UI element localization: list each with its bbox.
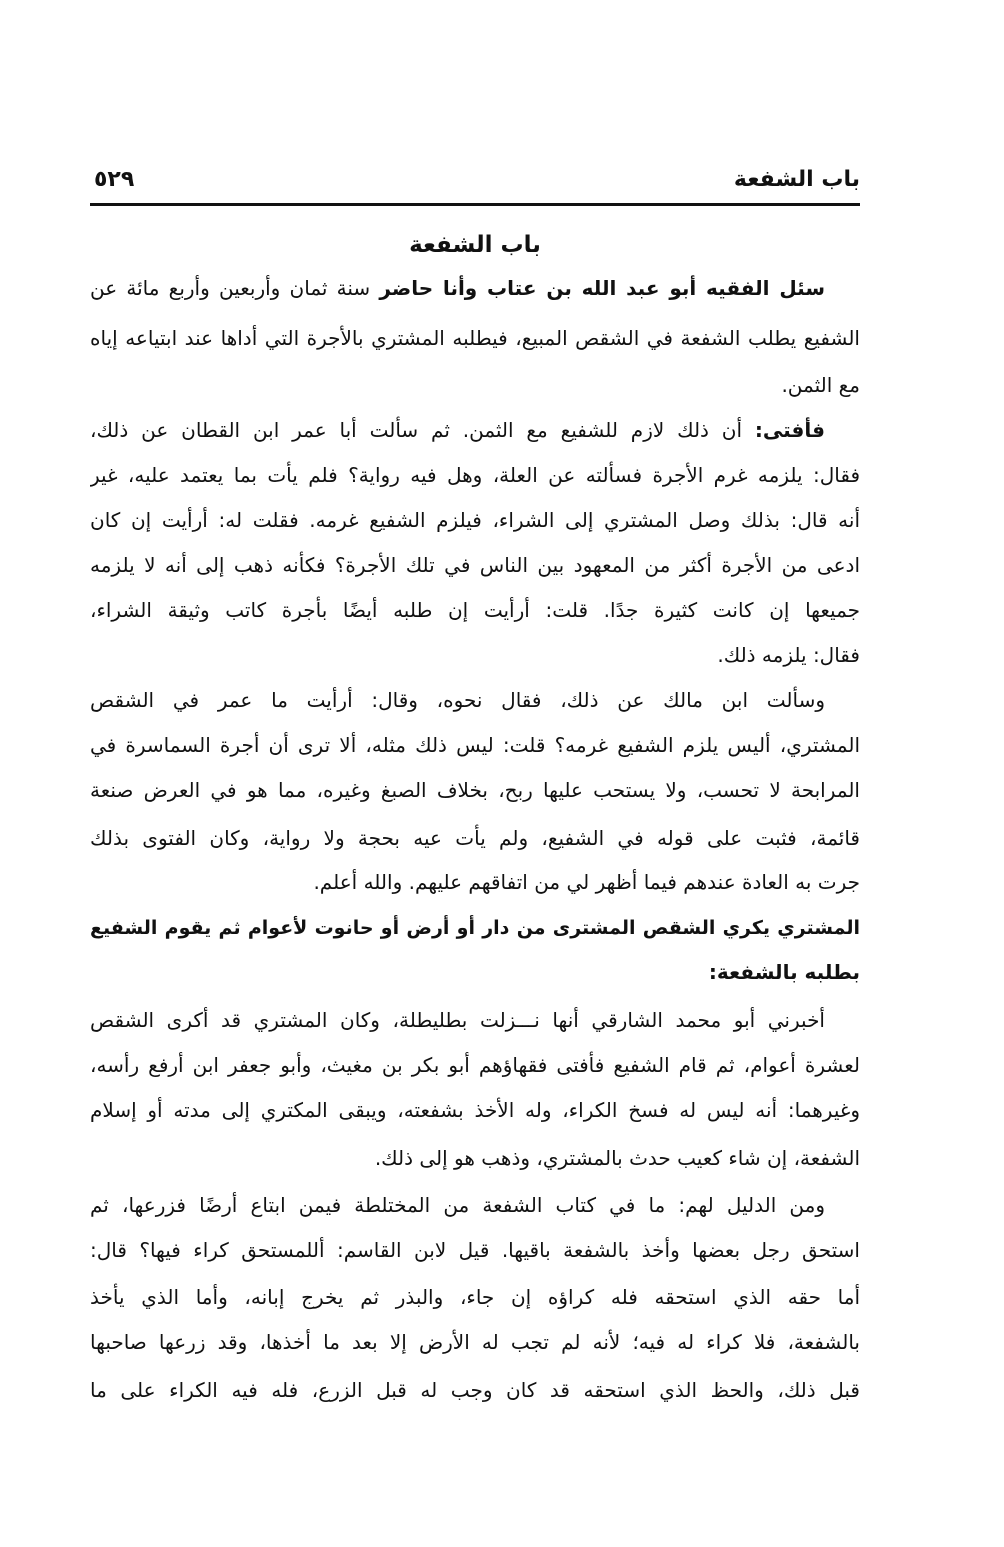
line-text: سنة ثمان وأربعين وأربع مائة عن bbox=[90, 276, 371, 300]
text-line: مع الثمن. bbox=[781, 373, 860, 397]
page-number: ٥٢٩ bbox=[94, 167, 135, 192]
text-line: أخبرني أبو محمد الشارقي أنها نـــزلت بطليطلة، وكان المشتري قد أكرى الشقص bbox=[90, 1008, 825, 1032]
text-line bbox=[90, 413, 860, 447]
section-heading-line: المشتري يكري الشقص المشترى من دار أو أرض أو حانوت لأعوام ثم يقوم الشفيع bbox=[90, 917, 860, 939]
text-line: المشتري، أليس يلزم الشفيع غرمه؟ قلت: ليس ذلك مثله، ألا ترى أن أجرة السماسرة في bbox=[90, 733, 860, 757]
header-rule bbox=[90, 203, 860, 206]
line-text: أن ذلك لازم للشفيع مع الثمن. ثم سألت أبا عمر ابن القطان عن ذلك، bbox=[90, 418, 743, 442]
text-line: استحق رجل بعضها وأخذ بالشفعة باقيها. قيل لابن القاسم: أللمستحق كراء فيها؟ قال: bbox=[90, 1238, 860, 1262]
text-line: فقال: يلزمه غرم الأجرة فسألته عن العلة، وهل فيه رواية؟ فلم يأت بما يعتمد عليه، غير bbox=[90, 463, 860, 487]
text-line: أما حقه الذي استحقه فله كراؤه إن جاء، والبذر ثم يخرج إبانه، وأما الذي يأخذ bbox=[90, 1285, 860, 1309]
text-line: ادعى من الأجرة أكثر من المعهود بين الناس في تلك الأجرة؟ فكأنه ذهب إلى أنه لا يلزمه bbox=[90, 553, 860, 577]
text-line: وغيرهما: أنه ليس له فسخ الكراء، وله الأخذ بشفعته، ويبقى المكتري إلى مدته أو إسلام bbox=[90, 1098, 860, 1122]
running-head: باب الشفعة bbox=[733, 167, 860, 192]
chapter-title: باب الشفعة bbox=[409, 232, 541, 258]
text-line: لعشرة أعوام، ثم قام الشفيع فأفتى فقهاؤهم أبو بكر بن مغيث، وأبو جعفر ابن أرفع رأسه، bbox=[90, 1053, 860, 1077]
text-line: الشفيع يطلب الشفعة في الشقص المبيع، فيطلبه المشتري بالأجرة التي أداها عند ابتياعه إياه bbox=[90, 326, 860, 350]
bold-lead: سئل الفقيه أبو عبد الله بن عتاب وأنا حاضر bbox=[379, 276, 826, 300]
text-line: فقال: يلزمه ذلك. bbox=[717, 643, 860, 667]
bold-lead: فأفتى: bbox=[754, 418, 826, 442]
section-heading-line: بطلبه بالشفعة: bbox=[708, 960, 860, 984]
text-line: بالشفعة، فلا كراء له فيه؛ لأنه لم تجب له الأرض إلا بعد ما أخذها، وقد زرعها صاحبها bbox=[90, 1330, 860, 1354]
text-line: المرابحة لا تحسب، ولا يستحب عليها ربح، بخلاف الصبغ وغيره، مما هو في العرض صنعة bbox=[90, 778, 860, 802]
text-line: قبل ذلك، والحظ الذي استحقه قد كان وجب له قبل الزرع، فله فيه الكراء على ما bbox=[90, 1378, 860, 1402]
text-line: وسألت ابن مالك عن ذلك، فقال نحوه، وقال: أرأيت ما عمر في الشقص bbox=[90, 688, 825, 712]
text-line: ومن الدليل لهم: ما في كتاب الشفعة من المختلطة فيمن ابتاع أرضًا فزرعها، ثم bbox=[90, 1193, 825, 1217]
text-line: الشفعة، إن شاء كعيب حدث بالمشتري، وذهب هو إلى ذلك. bbox=[374, 1146, 860, 1170]
text-line: جميعها إن كانت كثيرة جدًا. قلت: أرأيت إن طلبه أيضًا بأجرة كاتب وثيقة الشراء، bbox=[90, 598, 860, 622]
text-line: قائمة، فثبت على قوله في الشفيع، ولم يأت عيه بحجة ولا رواية، وكان الفتوى بذلك bbox=[90, 826, 860, 850]
text-line: جرت به العادة عندهم فيما أظهر لي من اتفاقهم عليهم. والله أعلم. bbox=[313, 870, 860, 894]
text-line bbox=[90, 271, 860, 305]
text-line: أنه قال: بذلك وصل المشتري إلى الشراء، فيلزم الشفيع غرمه. فقلت له: أرأيت إن كان bbox=[90, 508, 860, 532]
